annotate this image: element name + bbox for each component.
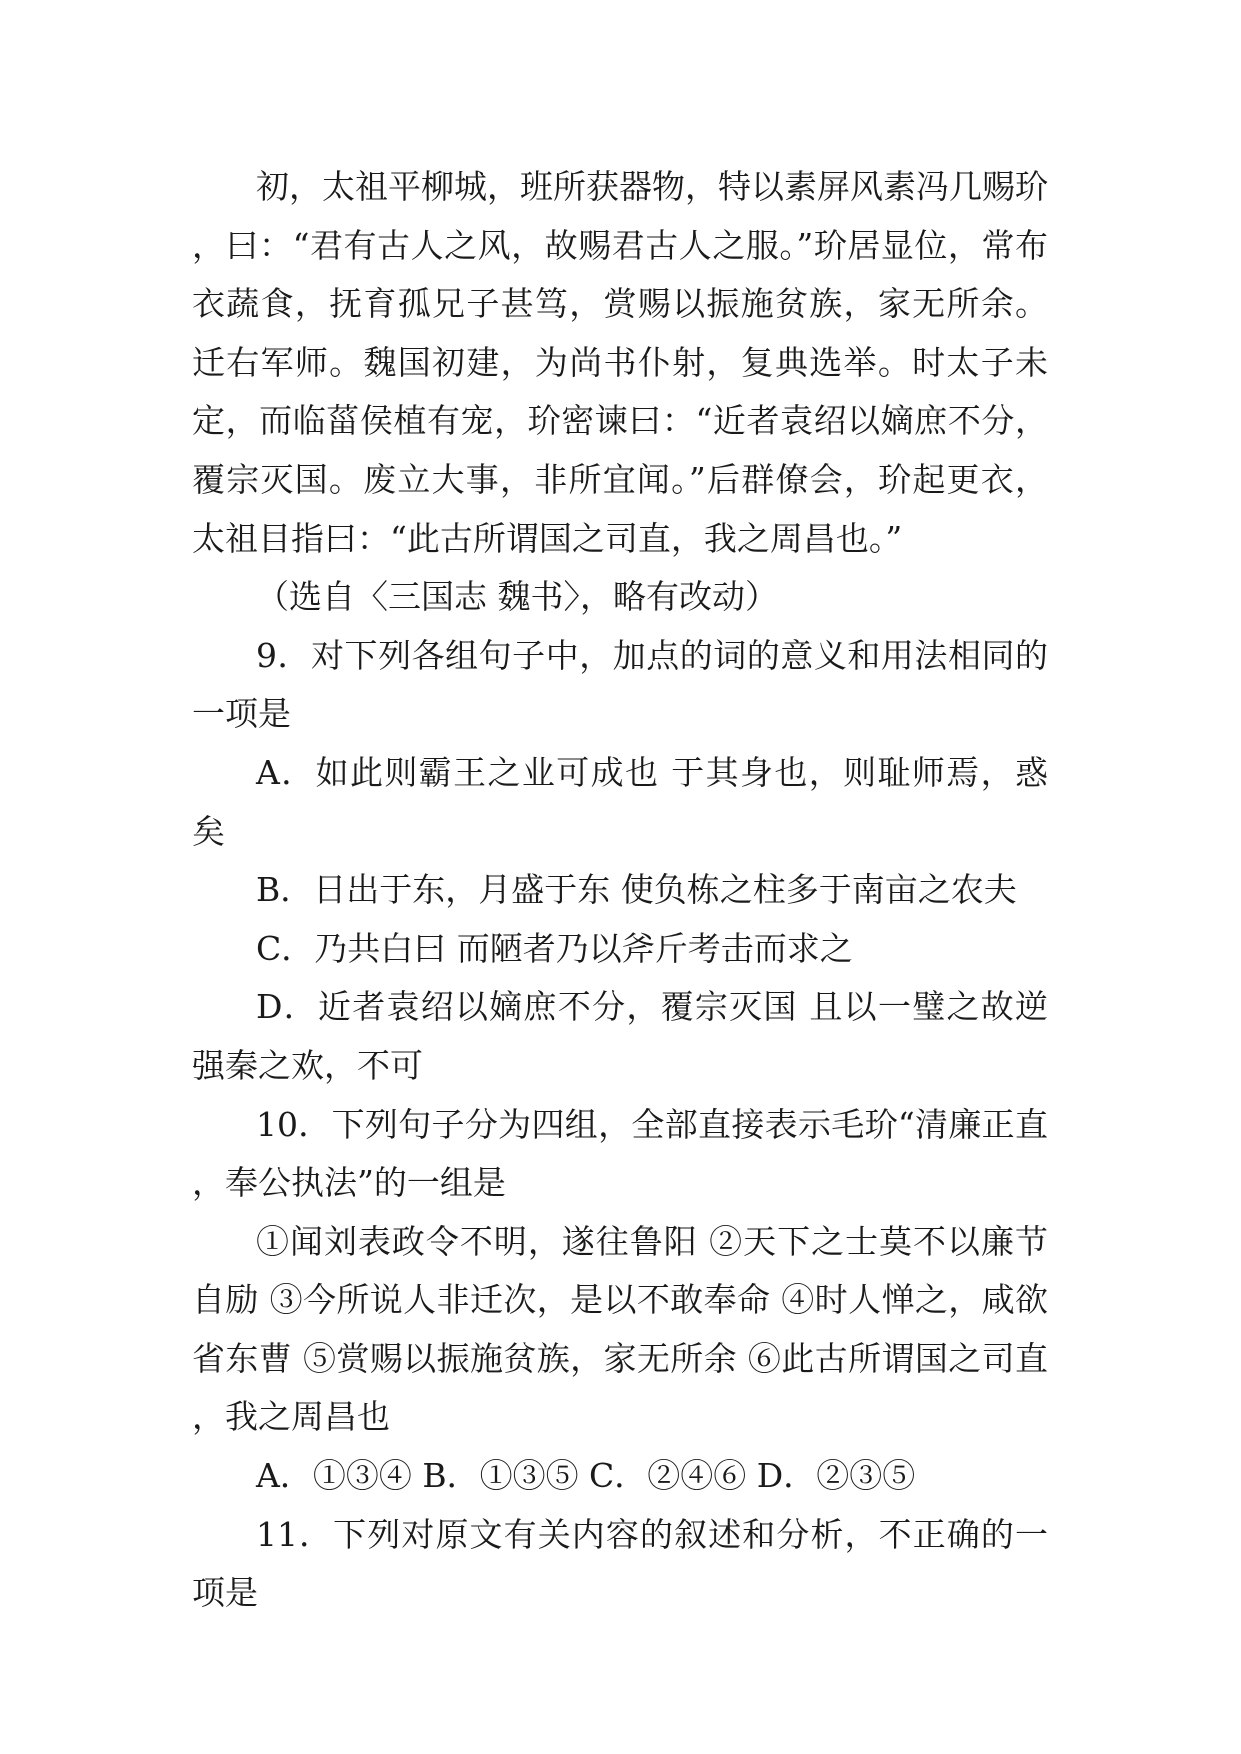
question-9-option-b: B．日出于东，月盛于东 使负栋之柱多于南亩之农夫 xyxy=(256,870,1017,910)
question-9-stem: 9．对下列各组句子中，加点的词的意义和用法相同的一项是 xyxy=(192,635,1048,734)
question-9-option-c: C．乃共白曰 而陋者乃以斧斤考击而求之 xyxy=(256,928,853,968)
question-10-choices: A．①③④ B．①③⑤ C．②④⑥ D．②③⑤ xyxy=(256,1456,916,1496)
question-9-option-a: A．如此则霸王之业可成也 于其身也，则耻师焉，惑矣 xyxy=(192,752,1048,851)
question-11-stem: 11．下列对原文有关内容的叙述和分析，不正确的一项是 xyxy=(192,1514,1048,1613)
passage-paragraph: 初，太祖平柳城，班所获器物，特以素屏风素冯几赐玠，曰：“君有古人之风，故赐君古人之服。”玠居显位，常布衣蔬食，抚育孤兄子甚笃，赏赐以振施贫族，家无所余。迁右军师。魏国初建，为尚书仆射，复典选举。时太子未定，而临菑侯植有宠，玠密谏曰：“近者袁绍以嫡庶不分，覆宗灭国。废立大事，非所宜闻。”后群僚会，玠起更衣，太祖目指曰：“此古所谓国之司直，我之周昌也。” xyxy=(192,167,1048,558)
question-9-option-d: D．近者袁绍以嫡庶不分，覆宗灭国 且以一璧之故逆强秦之欢，不可 xyxy=(192,987,1048,1085)
passage-source: （选自〈三国志 魏书〉，略有改动） xyxy=(256,577,778,617)
document-body xyxy=(192,158,1048,1623)
question-10-stem: 10．下列句子分为四组，全部直接表示毛玠“清廉正直，奉公执法”的一组是 xyxy=(192,1104,1048,1203)
question-10-items: ①闻刘表政令不明，遂往鲁阳 ②天下之士莫不以廉节自励 ③今所说人非迁次，是以不敢奉命 ④时人惮之，咸欲省东曹 ⑤赏赐以振施贫族，家无所余 ⑥此古所谓国之司直，我之周昌也 xyxy=(192,1221,1048,1437)
